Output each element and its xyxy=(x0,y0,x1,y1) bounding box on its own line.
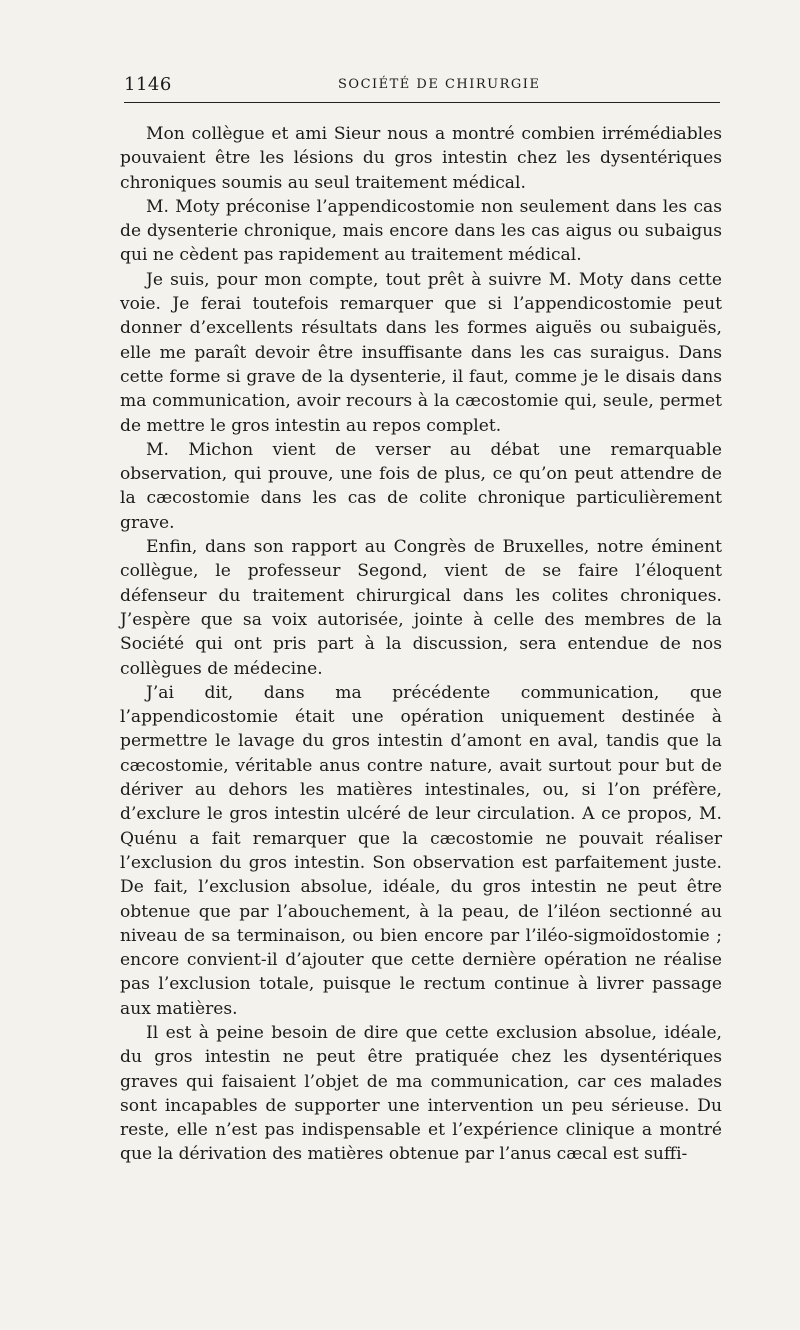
paragraph: Il est à peine besoin de dire que cette exclusion absolue, idéale, du gros intestin ne peut être pratiquée chez les dysentériques graves qui faisaient l’objet de ma communication, car ces malades sont incapables de supporter une intervention un peu sérieuse. Du reste, elle n’est pas indispensable et l’expérience clinique a montré que la dérivation des matières obtenue par l’anus cæcal est suffi- xyxy=(120,1022,722,1165)
paragraph: Je suis, pour mon compte, tout prêt à suivre M. Moty dans cette voie. Je ferai toutefois remarquer que si l’appendicostomie peut donner d’excellents résultats dans les formes aiguës ou subaiguës, elle me paraît devoir être insuffisante dans les cas suraigus. Dans cette forme si grave de la dysenterie, il faut, comme je le disais dans ma communication, avoir recours à la cæcostomie qui, seule, permet de mettre le gros intestin au repos complet. xyxy=(120,269,722,436)
page-header xyxy=(120,72,720,100)
page-number: 1146 xyxy=(124,74,172,95)
paragraph: Enfin, dans son rapport au Congrès de Bruxelles, notre éminent collègue, le professeur Segond, vient de se faire l’éloquent défenseur du traitement chirurgical dans les colites chroniques. J’espère que sa voix autorisée, jointe à celle des membres de la Société qui ont pris part à la discussion, sera entendue de nos collègues de médecine. xyxy=(120,537,722,679)
body-text xyxy=(120,122,722,1167)
paragraph: Mon collègue et ami Sieur nous a montré combien irrémédiables pouvaient être les lésions du gros intestin chez les dysentériques chroniques soumis au seul traitement médical. xyxy=(120,124,722,193)
paragraph: M. Moty préconise l’appendicostomie non seulement dans les cas de dysenterie chronique, mais encore dans les cas aigus ou subaigus qui ne cèdent pas rapidement au traitement médical. xyxy=(120,196,722,266)
header-rule xyxy=(124,102,720,103)
paragraph: M. Michon vient de verser au débat une remarquable observation, qui prouve, une fois de plus, ce qu’on peut attendre de la cæcostomie dans les cas de colite chronique particulièrement grave. xyxy=(120,439,722,533)
running-title: SOCIÉTÉ DE CHIRURGIE xyxy=(338,77,541,92)
paragraph: J’ai dit, dans ma précédente communication, que l’appendicostomie était une opération uniquement destinée à permettre le lavage du gros intestin d’amont en aval, tandis que la cæcostomie, véritable anus contre nature, avait surtout pour but de dériver au dehors les matières intestinales, ou, si l’on préfère, d’exclure le gros intestin ulcéré de leur circulation. A ce propos, M. Quénu a fait remarquer que la cæcostomie ne pouvait réaliser l’exclusion du gros intestin. Son observation est parfaitement juste. De fait, l’exclusion absolue, idéale, du gros intestin ne peut être obtenue que par l’abouchement, à la peau, de l’iléon sectionné au niveau de sa terminaison, ou bien encore par l’iléo-sigmoïdostomie ; encore convient-il d’ajouter que cette dernière opération ne réalise pas l’exclusion totale, puisque le rectum continue à livrer passage aux matières. xyxy=(120,682,722,1019)
